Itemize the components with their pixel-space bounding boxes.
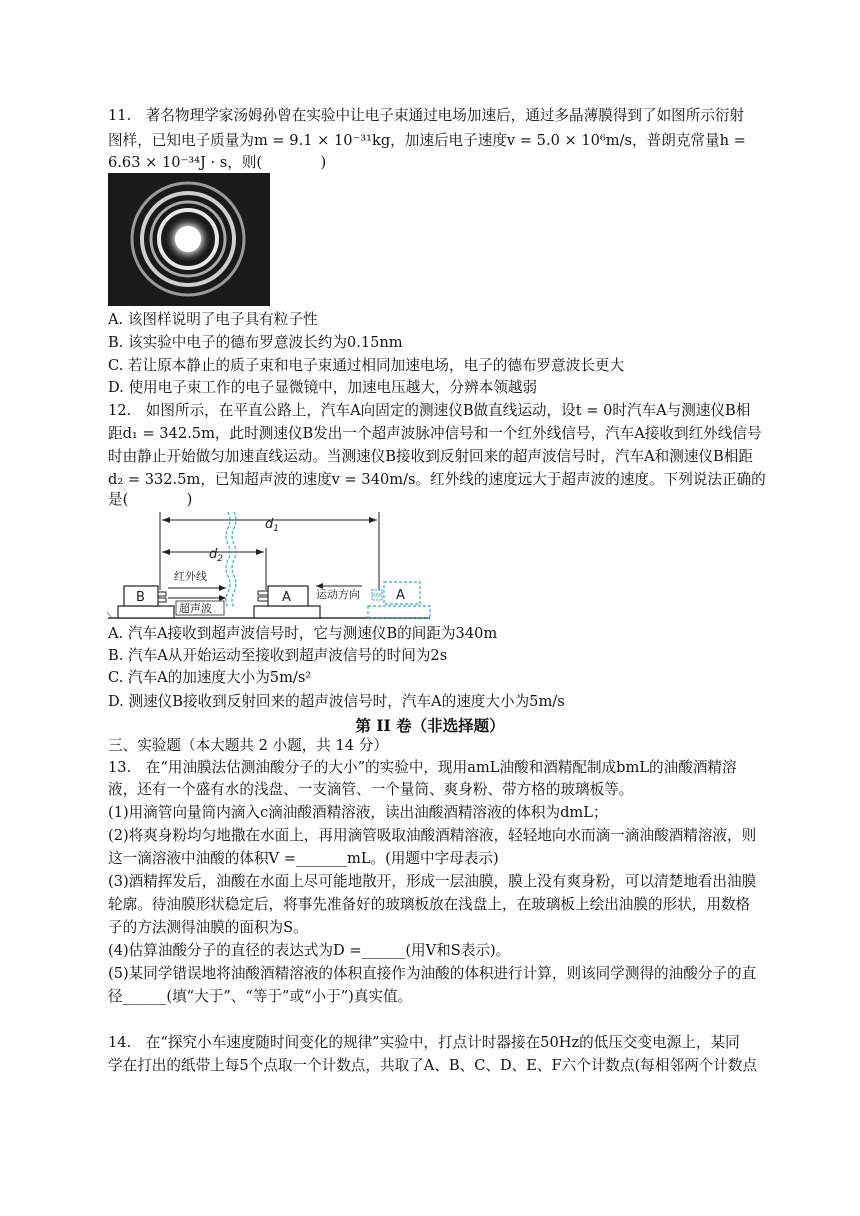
q11-option-d: D. 使用电子束工作的电子显微镜中，加速电压越大，分辨本领越弱 [108,379,538,396]
diffraction-rings-graphic [108,173,270,306]
car-a-base [254,606,320,618]
q11-option-a: A. 该图样说明了电子具有粒子性 [108,311,318,328]
q13-line-7: 轮廓。待油膜形状稳定后，将事先准备好的玻璃板放在浅盘上，在玻璃板上绘出油膜的形状，用数格 [108,896,751,913]
meter-base [118,606,174,618]
q12-option-a: A. 汽车A接收到超声波信号时，它与测速仪B的间距为340m [108,625,498,642]
q12-option-b: B. 汽车A从开始运动至接收到超声波信号的时间为2s [108,647,448,664]
q13-line-5: 这一滴溶液中油酸的体积V =_______mL。(用题中字母表示) [108,850,499,867]
q11-line-3: 6.63 × 10⁻³⁴J · s，则( ) [108,154,327,171]
diffraction-pattern-image [108,173,270,306]
q13-line-3: (1)用滴管向量筒内滴入c滴油酸酒精溶液，读出油酸酒精溶液的体积为dmL； [108,804,608,821]
section-2-title: 第 II 卷（非选择题） [355,716,505,735]
q12-line-3: 时由静止开始做匀加速直线运动。当测速仪B接收到反射回来的超声波信号时，汽车A和测速仪B相距 [108,448,753,465]
q12-line-4: d₂ = 332.5m，已知超声波的速度v = 340m/s。红外线的速度远大于超声波的速度。下列说法正确的 [108,471,766,488]
q12-line-5: 是( ) [108,491,193,508]
ultrasound-label: 超声波 [179,602,212,615]
q11-option-b: B. 该实验中电子的德布罗意波长约为0.15nm [108,334,403,351]
q14-line-1: 14. 在“探究小车速度随时间变化的规律”实验中，打点计时器接在50Hz的低压交变电源上，某同 [108,1034,740,1051]
q13-line-1: 13. 在“用油膜法估测油酸分子的大小”的实验中，现用amL油酸和酒精配制成bmL的油酸酒精溶 [108,759,737,776]
q12-line-1: 12. 如图所示，在平直公路上，汽车A向固定的测速仪B做直线运动，设t = 0时汽车A与测速仪B相 [108,402,751,419]
q11-option-c: C. 若让原本静止的质子束和电子束通过相同加速电场，电子的德布罗意波长更大 [108,357,625,374]
q11-line-1: 11. 著名物理学家汤姆孙曾在实验中让电子束通过电场加速后，通过多晶薄膜得到了如图所示衍射 [108,107,745,124]
q13-line-9: (4)估算油酸分子的直径的表达式为D =______(用V和S表示)。 [108,942,511,959]
ghost-car-label: A [396,588,405,603]
infrared-label: 红外线 [174,570,207,583]
section-3-title: 三、实验题（本大题共 2 小题，共 14 分） [108,737,388,754]
q12-option-d: D. 测速仪B接收到反射回来的超声波信号时，汽车A的速度大小为5m/s [108,693,565,710]
q13-line-6: (3)酒精挥发后，油酸在水面上尽可能地散开，形成一层油膜，膜上没有爽身粉，可以清楚地看出油膜 [108,873,757,890]
break-line-1 [226,512,230,608]
q13-line-10: (5)某同学错误地将油酸酒精溶液的体积直接作为油酸的体积进行计算，则该同学测得的油酸分子的直 [108,965,757,982]
meter-b-label: B [136,590,145,605]
car-a-label: A [282,590,291,605]
q11-line-2: 图样，已知电子质量为m = 9.1 × 10⁻³¹kg，加速后电子速度v = 5.0 × 10⁶m/s，普朗克常量h = [108,132,746,149]
d2-label: $d_2$ [209,547,223,564]
q12-option-c: C. 汽车A的加速度大小为5m/s² [108,669,312,686]
motion-direction-label: 运动方向 [316,588,360,601]
q13-line-11: 径______(填“大于”、“等于”或“小于”)真实值。 [108,988,413,1005]
q13-line-2: 液，还有一个盛有水的浅盘、一支滴管、一个量筒、爽身粉、带方格的玻璃板等。 [108,781,634,798]
q13-line-8: 子的方法测得油膜的面积为S。 [108,919,308,936]
q14-line-2: 学在打出的纸带上每5个点取一个计数点，共取了A、B、C、D、E、F六个计数点(每相邻两个计数点 [108,1057,758,1074]
q12-diagram [104,508,434,620]
ghost-car-base [368,606,430,618]
q13-line-4: (2)将爽身粉均匀地撒在水面上，再用滴管吸取油酸酒精溶液，轻轻地向水而滴一滴油酸酒精溶液，则 [108,827,757,844]
q12-line-2: 距d₁ = 342.5m，此时测速仪B发出一个超声波脉冲信号和一个红外线信号，汽车A接收到红外线信号 [108,425,762,442]
break-line-2 [232,512,236,608]
d1-label: $d_1$ [265,517,279,534]
